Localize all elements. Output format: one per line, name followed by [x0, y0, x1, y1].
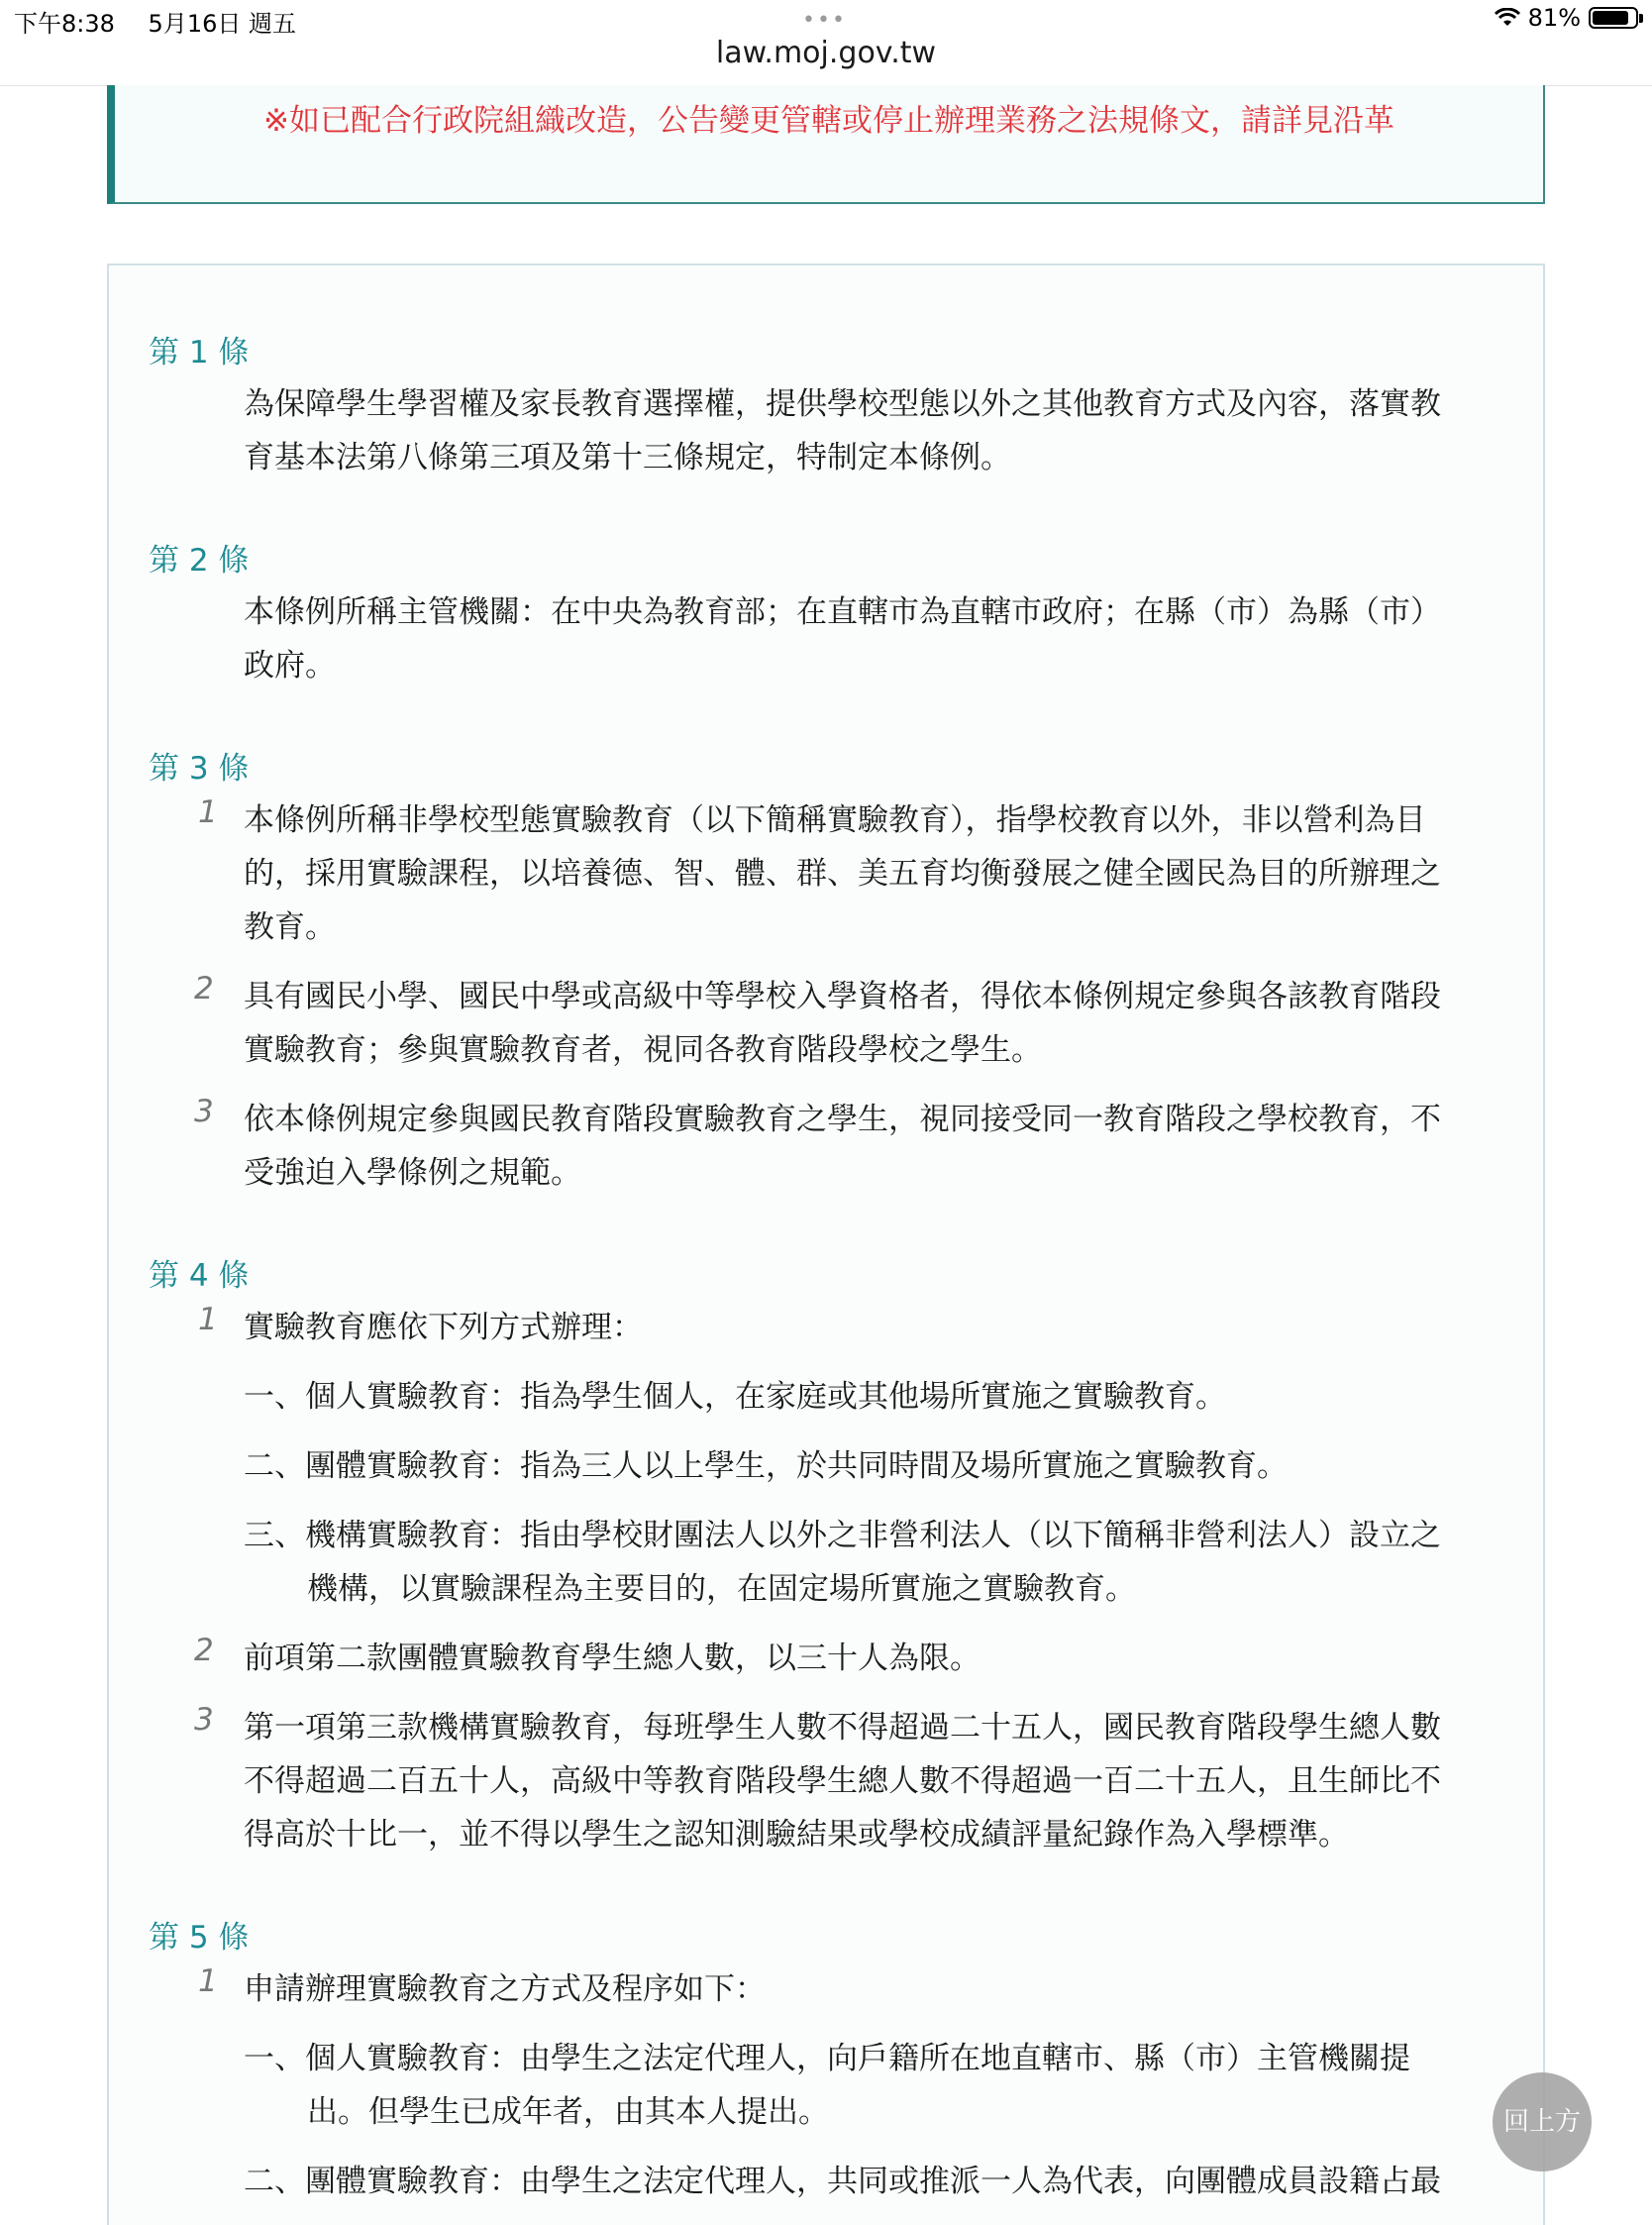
- article-text: 第一項第三款機構實驗教育，每班學生人數不得超過二十五人，國民教育階段學生總人數: [244, 1710, 1441, 1746]
- notice-text: ※如已配合行政院組織改造，公告變更管轄或停止辦理業務之法規條文，請詳見沿革: [263, 103, 1394, 139]
- notice-box: [107, 85, 1545, 204]
- battery-icon: [1589, 7, 1638, 29]
- article-item: 二、團體實驗教育：由學生之法定代理人，共同或推派一人為代表，向團體成員設籍占最: [244, 2164, 1441, 2199]
- article-item: 三、機構實驗教育：指由學校財團法人以外之非營利法人（以下簡稱非營利法人）設立之: [244, 1518, 1441, 1553]
- article-item: 一、個人實驗教育：指為學生個人，在家庭或其他場所實施之實驗教育。: [244, 1379, 1226, 1415]
- paragraph-number: 3: [194, 1702, 214, 1738]
- multitask-dots[interactable]: •••: [802, 8, 847, 33]
- article-title: 第 4 條: [149, 1258, 250, 1294]
- wifi-icon: [1495, 8, 1520, 28]
- article-item: 二、團體實驗教育：指為三人以上學生，於共同時間及場所實施之實驗教育。: [244, 1448, 1288, 1484]
- paragraph-number: 1: [198, 1963, 218, 1999]
- article-text: 的，採用實驗課程，以培養德、智、體、群、美五育均衡發展之健全國民為目的所辦理之: [244, 856, 1441, 892]
- article-text: 不得超過二百五十人，高級中等教育階段學生總人數不得超過一百二十五人，且生師比不: [244, 1763, 1441, 1799]
- article-title: 第 2 條: [149, 543, 250, 579]
- status-time: 下午8:38: [14, 10, 115, 38]
- article-text: 實驗教育應依下列方式辦理：: [244, 1310, 643, 1345]
- status-bar: [0, 0, 1652, 86]
- article-title: 第 1 條: [149, 335, 250, 371]
- article-text: 本條例所稱主管機關：在中央為教育部；在直轄市為直轄市政府；在縣（市）為縣（市）: [244, 594, 1441, 630]
- battery-percent: 81%: [1527, 4, 1581, 32]
- paragraph-number: 1: [198, 1302, 218, 1337]
- article-text: 為保障學生學習權及家長教育選擇權，提供學校型態以外之其他教育方式及內容，落實教: [244, 386, 1441, 422]
- status-right: [1495, 4, 1638, 32]
- status-left: [14, 4, 322, 39]
- article-text: 依本條例規定參與國民教育階段實驗教育之學生，視同接受同一教育階段之學校教育，不: [244, 1102, 1441, 1137]
- article-text: 政府。: [244, 648, 336, 684]
- article-text: 實驗教育；參與實驗教育者，視同各教育階段學校之學生。: [244, 1032, 1042, 1068]
- article-text: 前項第二款團體實驗教育學生總人數，以三十人為限。: [244, 1641, 981, 1676]
- paragraph-number: 2: [194, 971, 214, 1007]
- address-bar-url[interactable]: law.moj.gov.tw: [715, 36, 937, 70]
- scroll-to-top-button[interactable]: 回上方: [1493, 2072, 1592, 2172]
- article-text: 育基本法第八條第三項及第十三條規定，特制定本條例。: [244, 440, 1011, 476]
- article-text: 得高於十比一，並不得以學生之認知測驗結果或學校成績評量紀錄作為入學標準。: [244, 1817, 1349, 1853]
- law-content: [107, 264, 1545, 2225]
- paragraph-number: 3: [194, 1094, 214, 1129]
- article-title: 第 3 條: [149, 751, 250, 787]
- article-text: 教育。: [244, 909, 336, 945]
- article-item: 出。但學生已成年者，由其本人提出。: [307, 2094, 829, 2130]
- article-text: 本條例所稱非學校型態實驗教育（以下簡稱實驗教育），指學校教育以外，非以營利為目: [244, 802, 1426, 838]
- article-title: 第 5 條: [149, 1920, 250, 1956]
- article-text: 受強迫入學條例之規範。: [244, 1155, 581, 1191]
- article-text: 申請辦理實驗教育之方式及程序如下：: [244, 1971, 766, 2007]
- status-date: 5月16日 週五: [148, 10, 296, 38]
- article-item: 一、個人實驗教育：由學生之法定代理人，向戶籍所在地直轄市、縣（市）主管機關提: [244, 2041, 1410, 2076]
- article-item: 機構，以實驗課程為主要目的，在固定場所實施之實驗教育。: [307, 1571, 1136, 1607]
- paragraph-number: 1: [198, 795, 218, 830]
- paragraph-number: 2: [194, 1633, 214, 1668]
- article-text: 具有國民小學、國民中學或高級中等學校入學資格者，得依本條例規定參與各該教育階段: [244, 979, 1441, 1014]
